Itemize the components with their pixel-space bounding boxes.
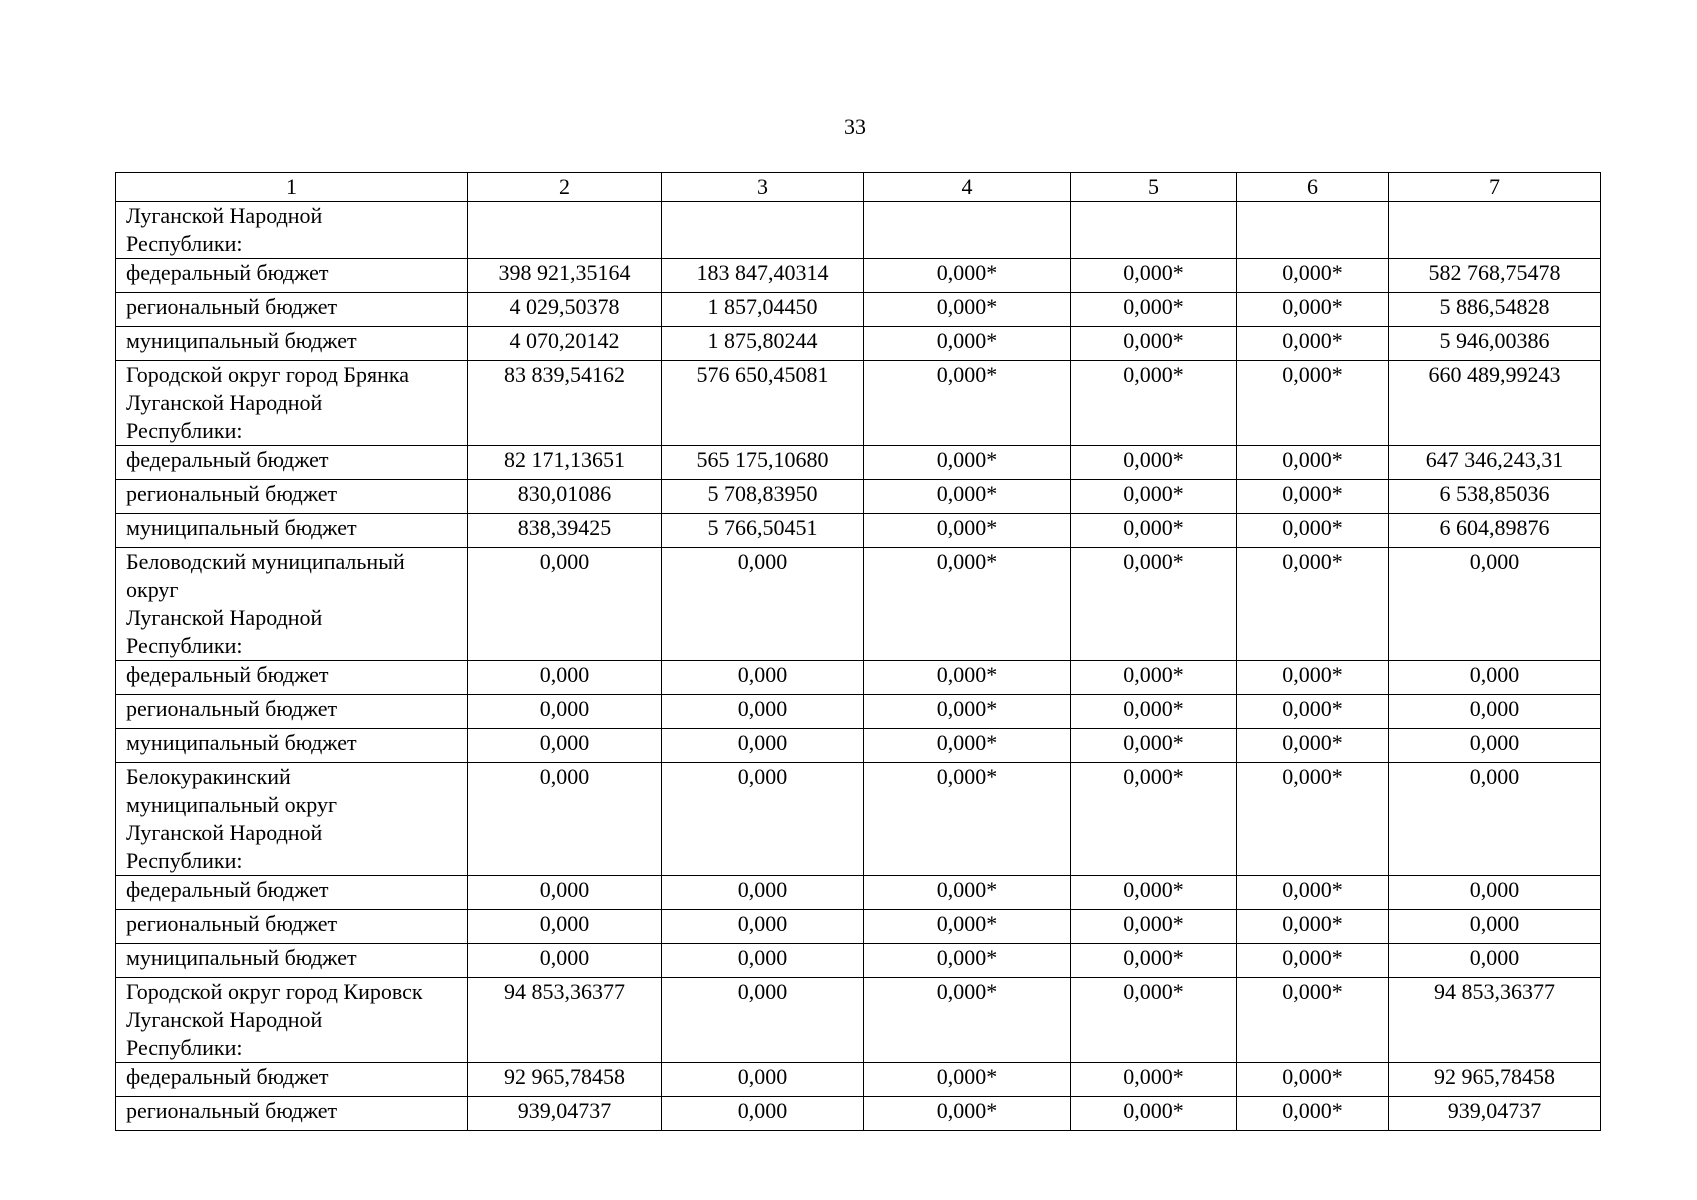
table-cell: 0,000 [662,944,864,978]
table-cell: 0,000* [864,729,1071,763]
table-cell: 0,000 [662,548,864,661]
table-cell: 576 650,45081 [662,361,864,446]
table-cell: 0,000* [1071,293,1237,327]
row-label: муниципальный бюджет [116,327,468,361]
table-cell: 0,000* [1237,1063,1389,1097]
table-cell: 0,000 [662,661,864,695]
row-label: Городской округ город Брянка Луганской Народной Республики: [116,361,468,446]
column-header: 4 [864,173,1071,202]
table-cell: 92 965,78458 [468,1063,662,1097]
table-cell: 830,01086 [468,480,662,514]
row-label: Городской округ город Кировск Луганской Народной Республики: [116,978,468,1063]
table-cell: 0,000* [864,876,1071,910]
table-cell: 582 768,75478 [1389,259,1601,293]
table-cell: 0,000 [662,695,864,729]
table-cell: 0,000* [1071,695,1237,729]
table-cell: 6 538,85036 [1389,480,1601,514]
table-cell: 0,000* [864,763,1071,876]
column-header: 5 [1071,173,1237,202]
table-cell: 0,000 [468,548,662,661]
table-cell: 0,000 [662,978,864,1063]
table-cell: 0,000* [864,944,1071,978]
table-cell: 5 708,83950 [662,480,864,514]
table-row [116,361,1601,446]
table-cell: 0,000* [864,514,1071,548]
table-row [116,514,1601,548]
table-cell: 0,000* [1237,695,1389,729]
table-row [116,327,1601,361]
table-cell: 0,000* [1237,548,1389,661]
table-cell: 0,000 [468,876,662,910]
row-label: федеральный бюджет [116,259,468,293]
row-label: федеральный бюджет [116,661,468,695]
table-cell: 0,000* [864,293,1071,327]
table-cell: 0,000* [864,978,1071,1063]
table-cell: 0,000* [864,910,1071,944]
table-cell: 83 839,54162 [468,361,662,446]
table-cell: 0,000* [864,1097,1071,1131]
table-row [116,1063,1601,1097]
table-row [116,695,1601,729]
table-cell: 0,000 [1389,661,1601,695]
table-cell: 0,000* [1071,361,1237,446]
row-label: региональный бюджет [116,480,468,514]
table-cell: 838,39425 [468,514,662,548]
table-row [116,202,1601,259]
table-cell: 0,000 [468,729,662,763]
table-cell: 0,000 [662,910,864,944]
table-cell: 0,000* [1071,910,1237,944]
table-cell: 0,000* [1237,661,1389,695]
table-cell: 0,000* [864,548,1071,661]
table-cell: 0,000* [1071,661,1237,695]
table-row [116,1097,1601,1131]
table-row [116,876,1601,910]
table-body [116,202,1601,1131]
column-header: 6 [1237,173,1389,202]
table-cell: 565 175,10680 [662,446,864,480]
table-row [116,763,1601,876]
table-cell: 94 853,36377 [468,978,662,1063]
table-row [116,446,1601,480]
table-row [116,910,1601,944]
table-row [116,293,1601,327]
table-row [116,729,1601,763]
table-cell: 0,000* [1237,361,1389,446]
table-cell [864,202,1071,259]
table-cell: 0,000 [468,944,662,978]
table-cell: 0,000* [1237,910,1389,944]
table-cell: 0,000* [1071,1097,1237,1131]
table-cell: 0,000* [1237,446,1389,480]
page-number: 33 [844,114,866,139]
table-cell: 0,000* [864,446,1071,480]
table-cell: 0,000* [1237,480,1389,514]
row-label: федеральный бюджет [116,446,468,480]
table-cell: 0,000 [1389,910,1601,944]
row-label: муниципальный бюджет [116,729,468,763]
row-label: муниципальный бюджет [116,944,468,978]
table-cell: 0,000 [662,763,864,876]
table-cell: 0,000* [1237,259,1389,293]
table-cell: 0,000* [864,327,1071,361]
table-row [116,259,1601,293]
table-cell: 94 853,36377 [1389,978,1601,1063]
table-cell: 0,000* [1071,480,1237,514]
table-cell: 0,000* [1071,978,1237,1063]
table-cell: 0,000 [1389,548,1601,661]
table-cell: 4 070,20142 [468,327,662,361]
table-cell: 0,000 [1389,695,1601,729]
table-cell: 82 171,13651 [468,446,662,480]
table-cell: 0,000 [1389,729,1601,763]
column-header: 1 [116,173,468,202]
column-header: 7 [1389,173,1601,202]
table-cell: 0,000* [864,1063,1071,1097]
table-cell: 0,000* [1071,548,1237,661]
table-header [116,173,1601,202]
table-cell: 0,000* [1237,1097,1389,1131]
table-cell: 0,000 [1389,876,1601,910]
table-cell [1237,202,1389,259]
row-label: региональный бюджет [116,1097,468,1131]
table-cell: 183 847,40314 [662,259,864,293]
table-cell: 0,000* [1071,944,1237,978]
row-label: муниципальный бюджет [116,514,468,548]
table-cell: 0,000* [1237,729,1389,763]
table-cell: 0,000* [1071,514,1237,548]
table-cell: 5 946,00386 [1389,327,1601,361]
table-cell: 0,000* [864,259,1071,293]
table-cell: 0,000* [1071,763,1237,876]
table-cell: 0,000* [1237,876,1389,910]
row-label: региональный бюджет [116,695,468,729]
table-cell: 0,000 [662,1063,864,1097]
table-cell [662,202,864,259]
table-cell [1071,202,1237,259]
table-cell: 0,000* [864,361,1071,446]
row-label: региональный бюджет [116,910,468,944]
table-cell: 939,04737 [468,1097,662,1131]
table-cell: 0,000* [1071,729,1237,763]
table-cell: 0,000* [1071,327,1237,361]
table-cell: 0,000* [864,480,1071,514]
budget-table [115,172,1601,1131]
header-row [116,173,1601,202]
table-cell: 4 029,50378 [468,293,662,327]
table-cell: 0,000 [662,876,864,910]
row-label: региональный бюджет [116,293,468,327]
table-cell: 0,000* [1237,293,1389,327]
column-header: 2 [468,173,662,202]
table-cell: 0,000* [864,695,1071,729]
table-cell: 0,000 [468,763,662,876]
table-row [116,661,1601,695]
row-label: федеральный бюджет [116,1063,468,1097]
column-header: 3 [662,173,864,202]
table-cell: 0,000* [1237,763,1389,876]
row-label: Беловодский муниципальный округ Луганской Народной Республики: [116,548,468,661]
table-row [116,548,1601,661]
table-cell: 5 766,50451 [662,514,864,548]
table-cell: 939,04737 [1389,1097,1601,1131]
table-cell: 0,000 [1389,944,1601,978]
table-cell: 0,000* [1071,259,1237,293]
table-cell: 0,000 [468,661,662,695]
table-cell: 92 965,78458 [1389,1063,1601,1097]
row-label: Луганской Народной Республики: [116,202,468,259]
table-cell: 0,000* [1071,1063,1237,1097]
table-cell: 0,000* [864,661,1071,695]
table-cell: 6 604,89876 [1389,514,1601,548]
table-cell: 0,000* [1237,327,1389,361]
row-label: федеральный бюджет [116,876,468,910]
row-label: Белокуракинский муниципальный округ Луганской Народной Республики: [116,763,468,876]
table-cell: 0,000 [468,695,662,729]
table-cell: 1 875,80244 [662,327,864,361]
table-row [116,978,1601,1063]
table-cell: 0,000 [468,910,662,944]
table-cell: 0,000* [1237,978,1389,1063]
table-cell: 398 921,35164 [468,259,662,293]
table-cell [468,202,662,259]
table-cell: 0,000* [1237,944,1389,978]
table-cell: 0,000* [1071,446,1237,480]
table-cell: 1 857,04450 [662,293,864,327]
table-cell: 0,000 [662,1097,864,1131]
table-cell: 0,000* [1071,876,1237,910]
table-row [116,944,1601,978]
table-cell: 660 489,99243 [1389,361,1601,446]
table-cell: 647 346,243,31 [1389,446,1601,480]
table-cell: 0,000* [1237,514,1389,548]
table-cell: 0,000 [1389,763,1601,876]
table-cell: 0,000 [662,729,864,763]
table-cell [1389,202,1601,259]
table-cell: 5 886,54828 [1389,293,1601,327]
table-row [116,480,1601,514]
